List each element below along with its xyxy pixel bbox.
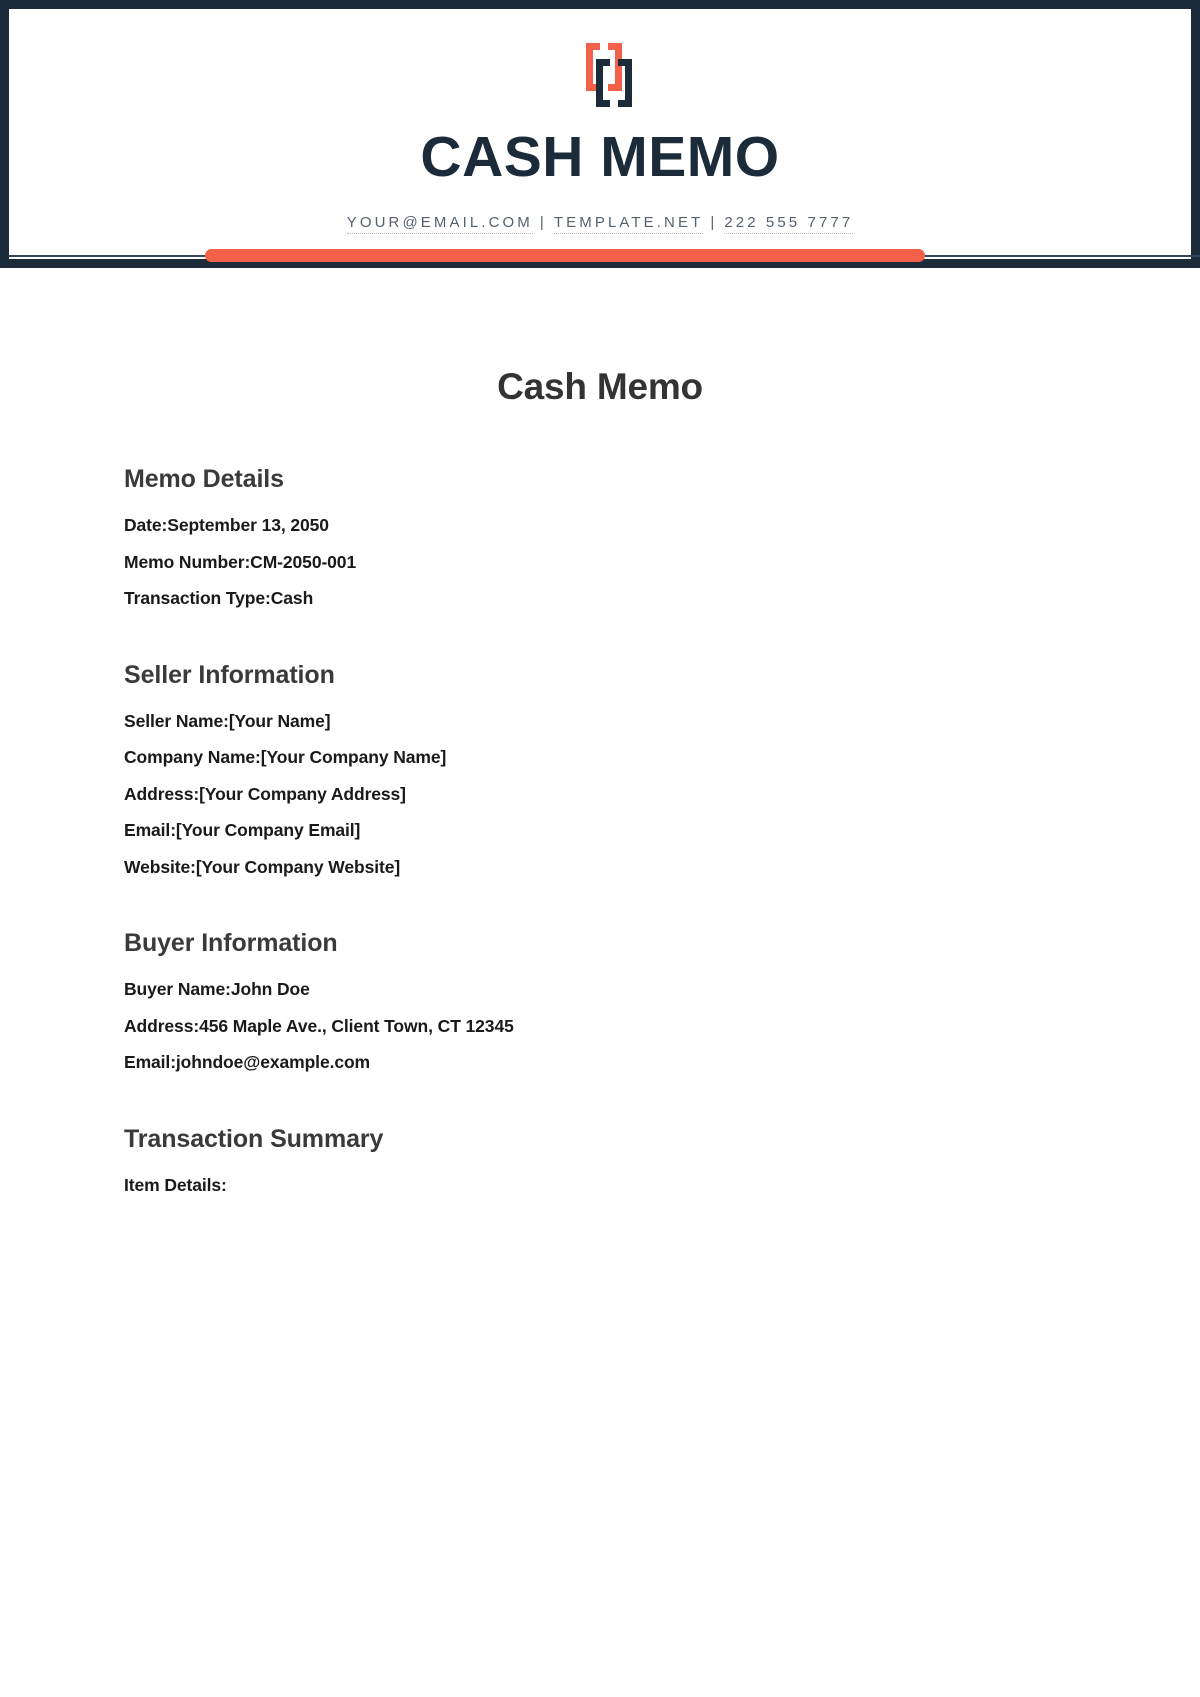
field-row [124, 1054, 1110, 1072]
field-row [124, 551, 1110, 572]
contact-separator-2: | [710, 214, 718, 231]
document-title: CASH MEMO [420, 125, 780, 189]
contact-line [347, 214, 854, 234]
field-label: Website: [124, 856, 196, 877]
field-label: Company Name: [124, 747, 261, 767]
field-label: Address: [124, 783, 200, 804]
field-row [124, 783, 1110, 804]
field-label: Item Details: [124, 1174, 227, 1195]
field-row [124, 517, 1110, 535]
page-heading: Cash Memo [497, 366, 703, 407]
contact-website: TEMPLATE.NET [554, 214, 703, 234]
field-value: Cash [270, 588, 314, 608]
section-seller-information [124, 661, 1110, 877]
field-value: [Your Company Address] [199, 783, 406, 804]
field-label: Transaction Type: [124, 588, 271, 608]
field-value: CM-2050-001 [250, 551, 357, 572]
bracket-logo [552, 35, 648, 115]
field-row [124, 590, 1110, 608]
section-memo-details [124, 465, 1110, 608]
section-transaction-summary [124, 1125, 1110, 1195]
field-row [124, 856, 1110, 877]
contact-phone: 222 555 7777 [724, 214, 853, 234]
section-buyer-information [124, 929, 1110, 1072]
field-row [124, 749, 1110, 767]
section-heading-seller-information: Seller Information [124, 660, 335, 689]
field-label: Address: [124, 1015, 200, 1036]
field-value: [Your Company Website] [195, 856, 401, 877]
field-row [124, 822, 1110, 840]
document-body [0, 268, 1200, 1194]
field-value: [Your Name] [228, 710, 331, 731]
field-value: johndoe@example.com [175, 1052, 371, 1072]
field-label: Buyer Name: [124, 979, 231, 999]
field-value: [Your Company Name] [260, 747, 447, 767]
sections-container [0, 465, 1200, 1194]
section-heading-transaction-summary: Transaction Summary [124, 1124, 384, 1153]
field-row [124, 1015, 1110, 1036]
field-value: [Your Company Email] [175, 820, 361, 840]
field-value: 456 Maple Ave., Client Town, CT 12345 [199, 1015, 514, 1036]
field-label: Seller Name: [124, 710, 229, 731]
field-label: Email: [124, 1052, 176, 1072]
field-value: John Doe [230, 979, 310, 999]
field-row [124, 981, 1110, 999]
section-heading-buyer-information: Buyer Information [124, 929, 338, 957]
field-label: Memo Number: [124, 551, 251, 572]
field-label: Date: [124, 515, 168, 535]
field-row [124, 710, 1110, 731]
contact-email: YOUR@EMAIL.COM [347, 214, 533, 234]
field-row [124, 1174, 1110, 1195]
field-label: Email: [124, 820, 176, 840]
section-heading-memo-details: Memo Details [124, 465, 284, 493]
field-value: September 13, 2050 [167, 515, 329, 535]
header-accent-bar [205, 249, 925, 262]
contact-separator-1: | [539, 214, 547, 231]
document-header [0, 0, 1200, 268]
